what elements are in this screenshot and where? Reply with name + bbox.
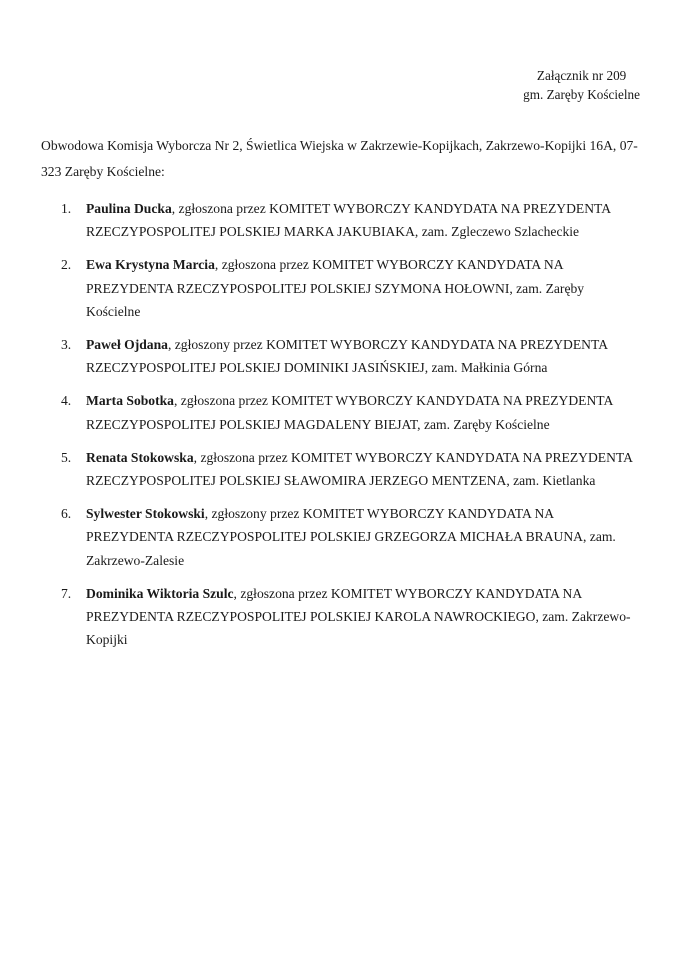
list-item [41,253,641,323]
list-item-text [86,393,613,431]
list-item-text [86,257,584,318]
list-item-text [86,586,631,647]
list-item-number: 7. [61,585,72,601]
list-item-number: 4. [61,393,72,409]
list-item-text [86,337,607,375]
candidate-name: Renata Stokowska [86,449,194,465]
candidate-name: Ewa Krystyna Marcia [86,257,215,273]
candidate-details: , zgłoszona przez KOMITET WYBORCZY KANDYDATA NA PREZYDENTA RZECZYPOSPOLITEJ POLSKIEJ KAROLA NAWROCKIEGO, zam. Zakrzewo-Kopijki [86,585,631,648]
candidate-name: Marta Sobotka [86,393,174,409]
list-item-number: 6. [61,506,72,522]
candidate-name: Paulina Ducka [86,201,172,216]
candidate-name: Sylwester Stokowski [86,506,205,522]
list-item [41,389,641,435]
candidate-details: , zgłoszona przez KOMITET WYBORCZY KANDYDATA NA PREZYDENTA RZECZYPOSPOLITEJ POLSKIEJ SZYMONA HOŁOWNI, zam. Zaręby Kościelne [86,257,585,319]
list-item [41,446,641,492]
list-item-number: 3. [61,337,72,353]
list-item-text [86,450,632,488]
candidate-name: Dominika Wiktoria Szulc [86,585,234,601]
municipality-name: gm. Zaręby Kościelne [523,87,640,102]
list-item-text [86,506,616,567]
candidate-details: , zgłoszona przez KOMITET WYBORCZY KANDYDATA NA PREZYDENTA RZECZYPOSPOLITEJ POLSKIEJ SŁAWOMIRA JERZEGO MENTZENA, zam. Kietlanka [86,449,633,489]
candidate-details: , zgłoszony przez KOMITET WYBORCZY KANDYDATA NA PREZYDENTA RZECZYPOSPOLITEJ POLSKIEJ GRZEGORZA MICHAŁA BRAUNA, zam. Zakrzewo-Zalesie [86,506,616,568]
candidate-name: Paweł Ojdana [86,337,168,353]
list-item-text [86,201,610,239]
list-item-number: 5. [61,449,72,465]
list-item [41,197,641,243]
list-item [41,582,641,652]
list-item-number: 2. [61,257,72,273]
candidate-details: , zgłoszony przez KOMITET WYBORCZY KANDYDATA NA PREZYDENTA RZECZYPOSPOLITEJ POLSKIEJ DOMINIKI JASIŃSKIEJ, zam. Małkinia Górna [86,337,608,376]
candidate-details: , zgłoszona przez KOMITET WYBORCZY KANDYDATA NA PREZYDENTA RZECZYPOSPOLITEJ POLSKIEJ MAGDALENY BIEJAT, zam. Zaręby Kościelne [86,393,613,432]
list-item-number: 1. [61,201,72,216]
list-item [41,502,641,572]
commission-intro-paragraph: Obwodowa Komisja Wyborcza Nr 2, Świetlica Wiejska w Zakrzewie-Kopijkach, Zakrzewo-Kopijki 16A, 07-323 Zaręby Kościelne: [41,137,638,179]
candidate-list [41,197,641,651]
document-header [523,66,640,104]
candidate-details: , zgłoszona przez KOMITET WYBORCZY KANDYDATA NA PREZYDENTA RZECZYPOSPOLITEJ POLSKIEJ MARKA JAKUBIAKA, zam. Zgleczewo Szlacheckie [86,201,611,240]
attachment-number: Załącznik nr 209 [536,68,627,83]
list-item [41,333,641,379]
